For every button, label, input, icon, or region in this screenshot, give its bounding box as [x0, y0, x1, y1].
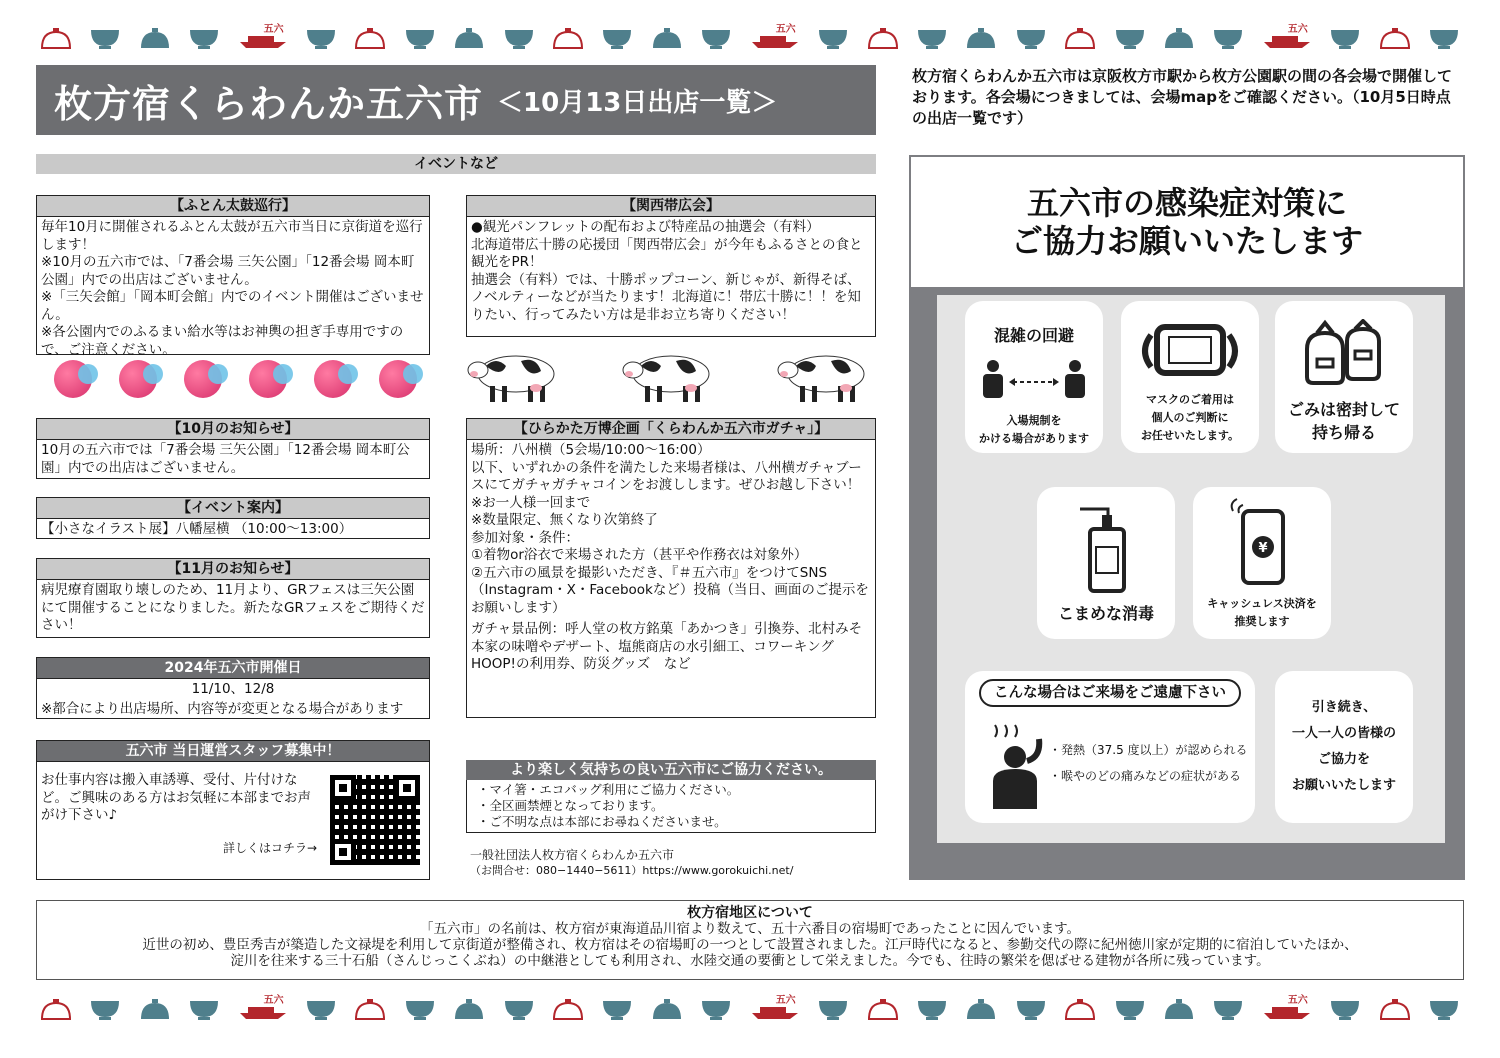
schedule-dates: 11/10、12/8 — [191, 681, 275, 697]
manners-body — [466, 780, 876, 833]
footer-line: 「五六市」の名前は、枚方宿が東海道品川宿より数えて、五十六番目の宿場町であったことに因んでいます。 — [419, 921, 1080, 937]
gacha-line: 参加対象・条件： — [471, 529, 579, 546]
measures-grid — [937, 295, 1445, 843]
bowl-icon — [40, 26, 72, 54]
bowl-icon — [552, 26, 584, 54]
thanks-line: お願いいたします — [1291, 778, 1396, 793]
card-sub: 個人のご判断に — [1151, 411, 1229, 424]
futon-heading: 【ふとん太鼓巡行】 — [37, 196, 429, 217]
bowl-icon — [1329, 26, 1361, 54]
futon-line: ※各公園内でのふるまい給水等はお神輿の担ぎ手専用ですので、ご注意ください。 — [41, 324, 404, 358]
gacha-line: 場所：八州横（5会場/10:00〜16:00） — [471, 442, 711, 458]
boat-icon — [1262, 22, 1312, 54]
gacha-heading: 【ひらかた万博企画「くらわんか五六市ガチャ」】 — [467, 419, 875, 440]
bowl-icon — [89, 997, 121, 1025]
card-sub: 推奨します — [1234, 615, 1290, 628]
kansai-heading: 【関西帯広会】 — [467, 196, 875, 217]
bowl-icon — [916, 997, 948, 1025]
bowl-icon — [601, 26, 633, 54]
bowl-icon — [1163, 997, 1195, 1025]
gacha-line: ②五六市の風景を撮影いただき、『＃五六市』をつけてSNS（Instagram・X・Facebookなど）投稿（当日、画面のご提示をお願いします） — [471, 564, 869, 616]
bowl-icon — [700, 26, 732, 54]
october-text: 10月の五六市では「7番会場 三矢公園」「12番会場 岡本町公園」内での出店はございません。 — [41, 442, 410, 476]
boat-label: 五六 — [263, 24, 284, 35]
bowl-icon — [1114, 26, 1146, 54]
boat-icon — [1262, 993, 1312, 1025]
card-sub: キャッシュレス決済を — [1207, 597, 1317, 610]
gacha-line: ※数量限定、無くなり次第終了 — [471, 512, 658, 528]
bowl-icon — [404, 26, 436, 54]
top-decoration — [40, 24, 1460, 54]
organizer-contact[interactable]: （お問合せ：080−1440−5611）https://www.gorokuichi.net/ — [470, 864, 794, 877]
bowl-icon — [1064, 26, 1096, 54]
boat-label: 五六 — [1287, 24, 1308, 35]
bowl-icon — [916, 26, 948, 54]
refrain-item: ・喉やのどの痛みなどの症状がある — [1049, 769, 1242, 783]
event-info-heading: 【イベント案内】 — [37, 498, 429, 519]
bowl-icon — [1114, 997, 1146, 1025]
bowl-icon — [867, 997, 899, 1025]
boat-label: 五六 — [1287, 995, 1308, 1006]
card-sub: お任せいたします。 — [1140, 429, 1240, 442]
bowl-icon — [867, 26, 899, 54]
events-heading: イベントなど — [36, 154, 876, 174]
cow-icon — [466, 346, 566, 406]
qr-code[interactable] — [330, 775, 420, 865]
infection-title — [911, 157, 1463, 287]
district-info-footer — [36, 900, 1464, 980]
qr-finder — [330, 839, 356, 865]
bowl-icon — [552, 997, 584, 1025]
card-title: 持ち帰る — [1311, 423, 1376, 442]
november-text: 病児療育園取り壊しのため、11月より、GRフェスは三矢公園にて開催することになりました。新たなGRフェスをご期待ください！ — [41, 582, 425, 633]
kansai-line: ●観光パンフレットの配布および特産品の抽選会（有料） — [471, 219, 820, 235]
cow-icon — [621, 346, 721, 406]
bowl-icon — [700, 997, 732, 1025]
bowl-icon — [89, 26, 121, 54]
kansai-body — [467, 217, 875, 326]
page-subtitle: ＜10月13日出店一覧＞ — [497, 87, 778, 118]
balloon-icon — [249, 360, 287, 398]
gacha-line: ガチャ景品例：呼人堂の枚方銘菓「あかつき」引換券、北村みそ本家の味噌やデザート、塩熊商店の水引細工、コワーキングHOOP!の利用券、防災グッズ など — [471, 621, 863, 672]
kansai-line: 北海道帯広十勝の応援団「関西帯広会」が今年もふるさとの食と観光をPR！ — [471, 236, 863, 270]
bowl-icon — [188, 26, 220, 54]
bottom-decoration — [40, 995, 1460, 1025]
cow-illustrations — [466, 346, 876, 406]
gacha-line: 以下、いずれかの条件を満たした来場者様は、八州横ガチャブースにてガチャガチャコインをお渡しします。ぜひお越し下さい！ — [471, 459, 862, 493]
bowl-icon — [1379, 997, 1411, 1025]
card-avoid-crowds — [965, 301, 1103, 453]
organizer-name: 一般社団法人枚方宿くらわんか五六市 — [470, 848, 675, 862]
card-mask — [1121, 301, 1259, 453]
manners-heading: より楽しく気持ちの良い五六市にご協力ください。 — [466, 760, 876, 780]
card-sub: マスクのご着用は — [1146, 393, 1234, 406]
infection-title-line: ご協力お願いいたします — [1010, 222, 1363, 260]
fever-person-icon — [981, 721, 1051, 811]
refrain-title: こんな場合はご来場をご遠慮下さい — [979, 679, 1241, 707]
card-trash — [1275, 301, 1413, 453]
bowl-icon — [1163, 26, 1195, 54]
mask-icon — [1135, 321, 1245, 381]
yen-symbol: ¥ — [1258, 541, 1268, 556]
footer-heading: 枚方宿地区について — [687, 905, 813, 921]
balloon-icon — [314, 360, 352, 398]
kansai-obihiro-box — [466, 195, 876, 337]
page-title: 枚方宿くらわんか五六市 — [54, 81, 484, 126]
card-thanks — [1275, 671, 1413, 823]
futon-line: 毎年10月に開催されるふとん太鼓が五六市当日に京街道を巡行します！ — [41, 219, 423, 253]
november-notice-box — [36, 558, 430, 638]
bowl-icon — [139, 997, 171, 1025]
boat-icon — [750, 993, 800, 1025]
bowl-icon — [354, 26, 386, 54]
refrain-item: ・発熱（37.5 度以上）が認められる — [1049, 743, 1248, 757]
bowl-icon — [503, 997, 535, 1025]
boat-label: 五六 — [775, 24, 796, 35]
manners-line: ・ご不明な点は本部にお尋ねくださいませ。 — [477, 814, 727, 829]
bowl-icon — [817, 997, 849, 1025]
bowl-icon — [188, 997, 220, 1025]
thanks-line: 引き続き、 — [1311, 700, 1377, 715]
bowl-icon — [404, 997, 436, 1025]
futon-body — [37, 217, 429, 361]
bowl-icon — [1428, 26, 1460, 54]
title-banner — [36, 65, 876, 135]
bowl-icon — [1015, 26, 1047, 54]
sanitizer-icon — [1076, 501, 1136, 593]
infection-measures-panel — [909, 155, 1465, 880]
futon-line: ※「三矢会館」「岡本町会館」内でのイベント開催はございません。 — [41, 289, 424, 323]
event-info-text: 【小さなイラスト展】八幡屋横 （10:00〜13:00） — [41, 521, 353, 537]
card-title: 混雑の回避 — [993, 326, 1074, 345]
social-distance-icon — [979, 360, 1089, 400]
intro-text: 枚方宿くらわんか五六市は京阪枚方市駅から枚方公園駅の間の各会場で開催しております。各会場につきましては、会場mapをご確認ください。（10月5日時点の出店一覧です） — [912, 67, 1453, 127]
bowl-icon — [1212, 997, 1244, 1025]
bowl-icon — [965, 997, 997, 1025]
bowl-icon — [1212, 26, 1244, 54]
card-sub: 入場規制を — [1006, 414, 1062, 427]
bowl-icon — [1329, 997, 1361, 1025]
thanks-line: ご協力を — [1317, 752, 1370, 767]
schedule-heading: 2024年五六市開催日 — [37, 658, 429, 679]
card-title: こまめな消毒 — [1057, 604, 1154, 623]
event-info-box — [36, 497, 430, 539]
bowl-icon — [354, 997, 386, 1025]
festival-balloons — [40, 360, 430, 404]
balloon-icon — [379, 360, 417, 398]
footer-line: 淀川を往来する三十石船（さんじっこくぶね）の中継港としても利用され、水陸交通の要衝として栄えました。今でも、往時の繁栄を偲ばせる建物が各所に残っています。 — [230, 953, 1270, 969]
bowl-icon — [965, 26, 997, 54]
boat-label: 五六 — [775, 995, 796, 1006]
gacha-body — [467, 440, 875, 676]
balloon-icon — [54, 360, 92, 398]
boat-label: 五六 — [263, 995, 284, 1006]
card-refrain — [965, 671, 1255, 823]
bowl-icon — [305, 26, 337, 54]
thanks-line: 一人一人の皆様の — [1291, 726, 1396, 741]
futon-line: ※10月の五六市では、「7番会場 三矢公園」「12番会場 岡本町公園」内での出店はございません。 — [41, 254, 415, 288]
trash-bag-icon — [1299, 319, 1389, 385]
november-heading: 【11月のお知らせ】 — [37, 559, 429, 580]
smartphone-payment-icon — [1227, 497, 1297, 587]
card-sanitize — [1037, 487, 1175, 639]
qr-finder — [330, 775, 356, 801]
bowl-icon — [1379, 26, 1411, 54]
bowl-icon — [40, 997, 72, 1025]
boat-icon — [238, 22, 288, 54]
bowl-icon — [453, 26, 485, 54]
october-notice-box — [36, 418, 430, 479]
infection-title-line: 五六市の感染症対策に — [1026, 184, 1347, 222]
manners-line: ・全区画禁煙となっております。 — [477, 798, 664, 813]
cow-icon — [776, 346, 876, 406]
boat-icon — [750, 22, 800, 54]
bowl-icon — [651, 997, 683, 1025]
gacha-line: ①着物or浴衣で来場された方（甚平や作務衣は対象外） — [471, 547, 808, 563]
schedule-box — [36, 657, 430, 719]
bowl-icon — [503, 26, 535, 54]
qr-finder — [394, 775, 420, 801]
manners-line: ・マイ箸・エコバッグ利用にご協力ください。 — [477, 782, 740, 797]
organizer — [470, 848, 793, 878]
gacha-line: ※お一人様一回まで — [471, 494, 591, 511]
bowl-icon — [305, 997, 337, 1025]
bowl-icon — [651, 26, 683, 54]
card-cashless — [1193, 487, 1331, 639]
footer-line: 近世の初め、豊臣秀吉が築造した文禄堤を利用して京街道が整備され、枚方宿はその宿場町の一つとして設置されました。江戸時代になると、参勤交代の際に紀州徳川家が定期的に宿泊していたほか、 — [142, 937, 1358, 953]
schedule-note: ※都合により出店場所、内容等が変更となる場合があります — [41, 700, 404, 717]
bowl-icon — [453, 997, 485, 1025]
bowl-icon — [1428, 997, 1460, 1025]
bowl-icon — [1064, 997, 1096, 1025]
staff-text: お仕事内容は搬入車誘導、受付、片付けなど。ご興味のある方はお気軽に本部までお声がけ下さい♪ — [41, 772, 311, 823]
staff-heading: 五六市 当日運営スタッフ募集中！ — [37, 741, 429, 762]
bowl-icon — [817, 26, 849, 54]
manners-box — [466, 760, 876, 880]
gacha-box — [466, 418, 876, 718]
bowl-icon — [601, 997, 633, 1025]
card-sub: かける場合があります — [979, 432, 1089, 445]
futon-taiko-box — [36, 195, 430, 358]
kansai-line: 抽選会（有料）では、十勝ポップコーン、新じゃが、新得そば、ノベルティーなどが当たります！北海道に！帯広十勝に！！を知りたい、行ってみたい方は是非お立ち寄りください！ — [471, 271, 861, 323]
card-title: ごみは密封して — [1287, 400, 1400, 419]
bowl-icon — [139, 26, 171, 54]
boat-icon — [238, 993, 288, 1025]
bowl-icon — [1015, 997, 1047, 1025]
october-heading: 【10月のお知らせ】 — [37, 419, 429, 440]
balloon-icon — [184, 360, 222, 398]
balloon-icon — [119, 360, 157, 398]
staff-link[interactable]: 詳しくはコチラ→ — [223, 841, 318, 855]
